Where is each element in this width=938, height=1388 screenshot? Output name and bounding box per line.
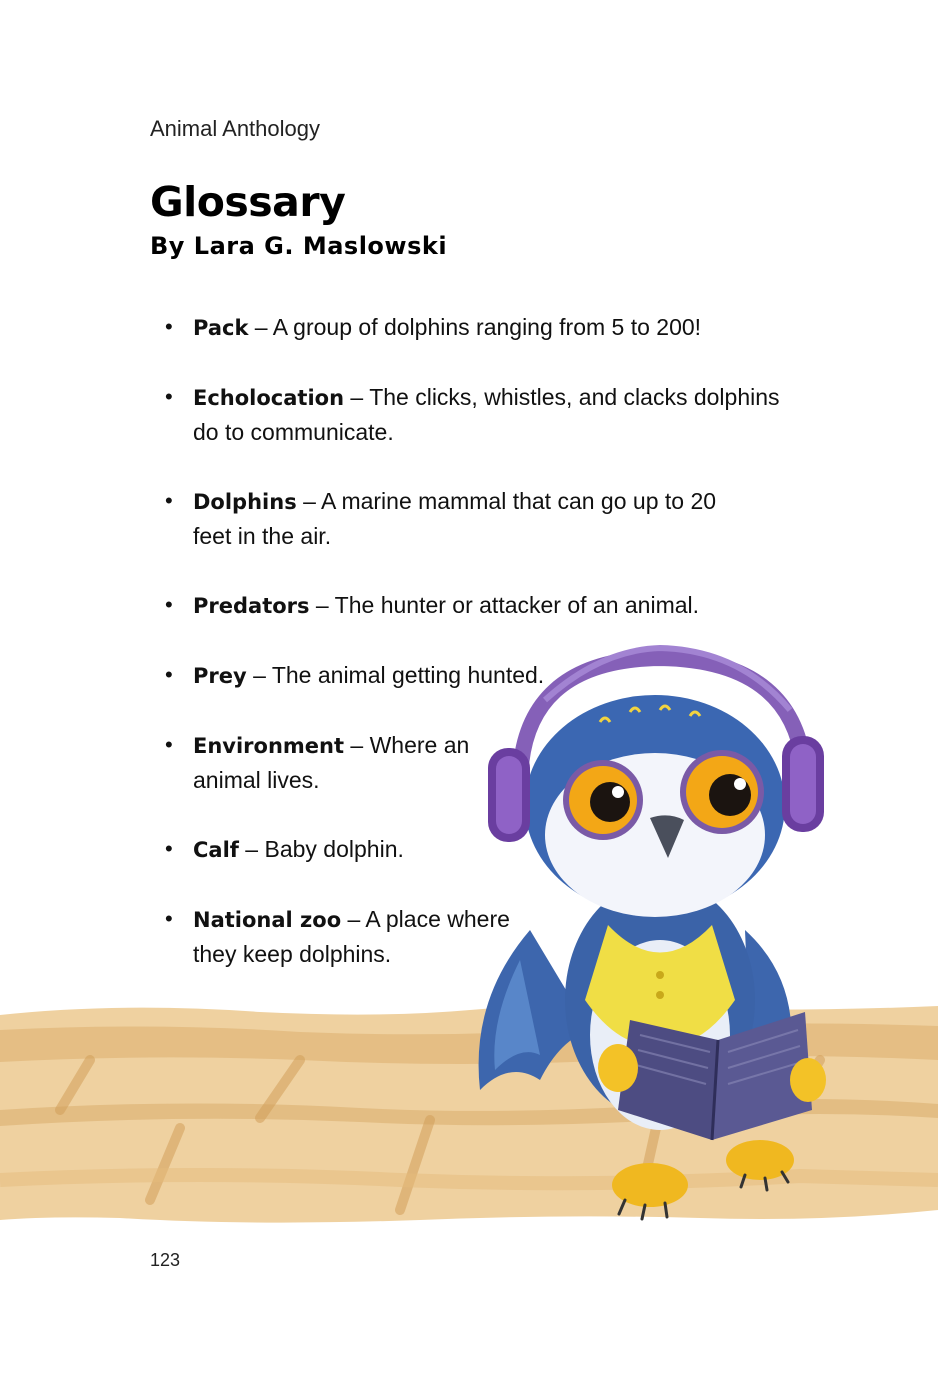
glossary-definition: – A marine mammal that can go up to 20 feet in the air. — [193, 488, 717, 549]
glossary-term: Dolphins — [193, 490, 297, 514]
owl-illustration — [0, 640, 938, 1240]
glossary-item — [193, 310, 803, 345]
glossary-definition: – Baby dolphin. — [238, 836, 404, 862]
glossary-term: National zoo — [193, 908, 342, 932]
glossary-item — [193, 484, 753, 553]
glossary-term: Environment — [193, 734, 345, 758]
glossary-definition: – The animal getting hunted. — [246, 662, 545, 688]
glossary-definition: – The clicks, whistles, and clacks dolphins do to communicate. — [193, 384, 780, 445]
running-head: Animal Anthology — [150, 116, 320, 141]
glossary-definition: – A group of dolphins ranging from 5 to 200! — [248, 314, 702, 340]
glossary-item — [193, 588, 803, 623]
glossary-term: Pack — [193, 316, 249, 340]
glossary-term: Prey — [193, 664, 247, 688]
glossary-definition: – The hunter or attacker of an animal. — [309, 592, 700, 618]
byline: By Lara G. Maslowski — [150, 232, 448, 260]
glossary-definition: – Where an animal lives. — [193, 732, 470, 793]
glossary-term: Predators — [193, 594, 310, 618]
glossary-term: Calf — [193, 838, 239, 862]
glossary-item — [193, 380, 803, 449]
glossary-definition: – A place where they keep dolphins. — [193, 906, 510, 967]
page-number: 123 — [150, 1250, 181, 1270]
glossary-term: Echolocation — [193, 386, 345, 410]
page-title: Glossary — [150, 178, 346, 226]
